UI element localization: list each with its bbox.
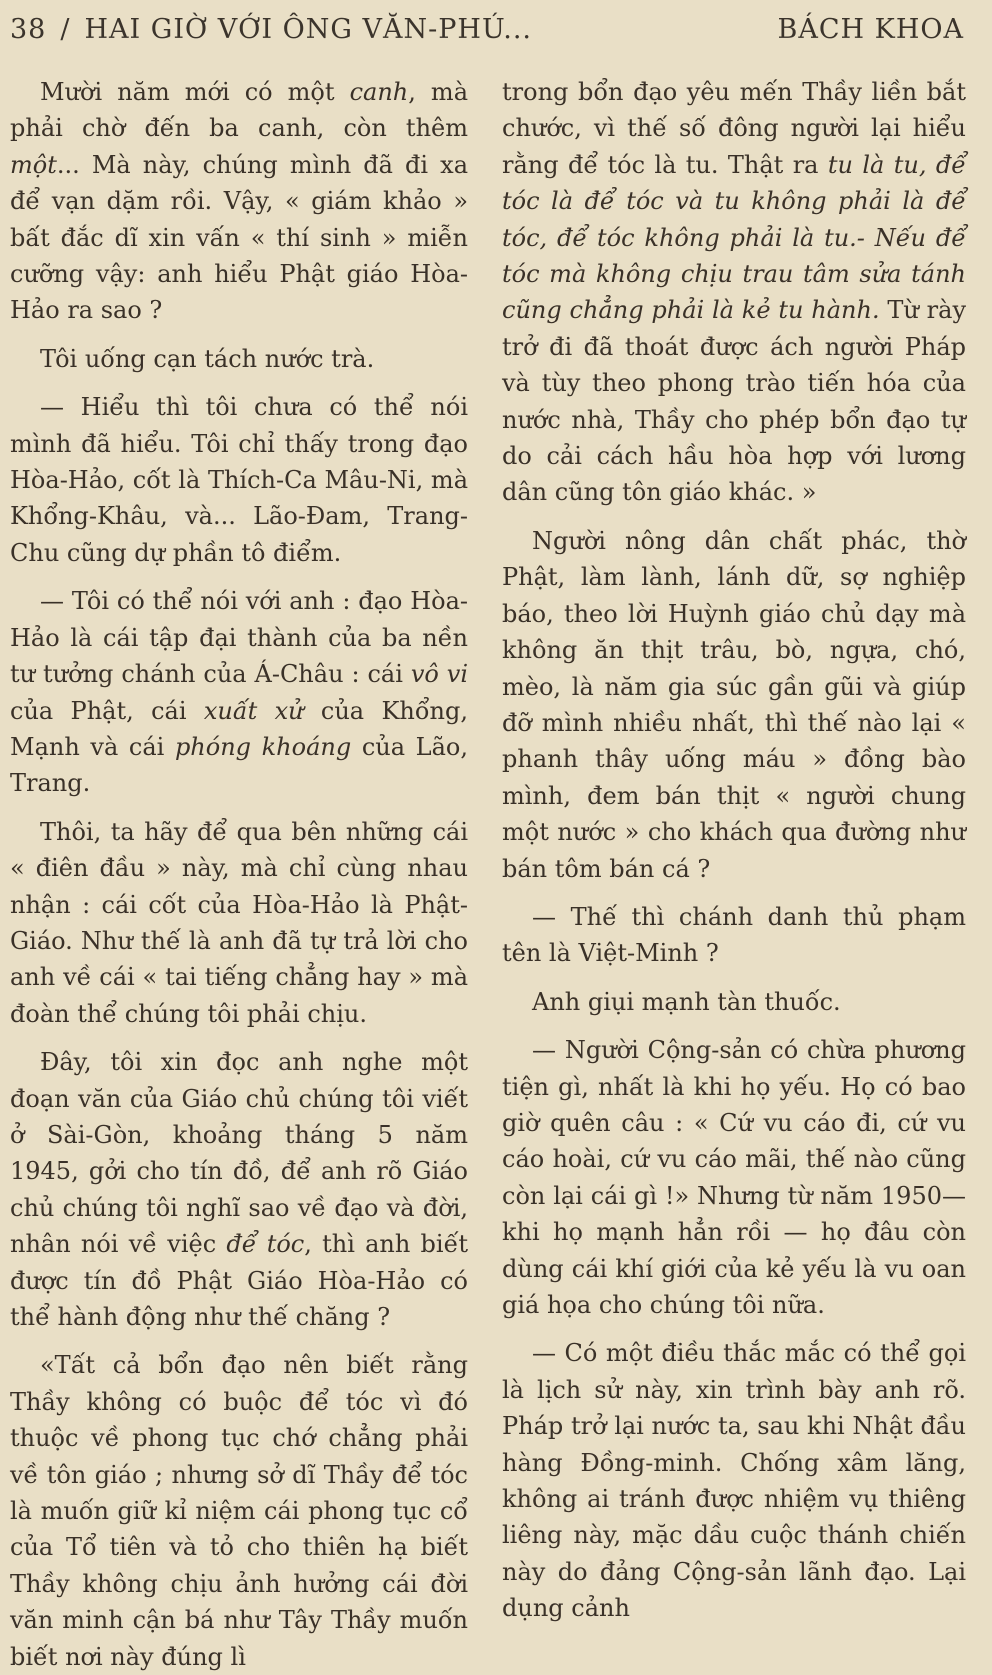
right-paragraph-4: Anh giụi mạnh tàn thuốc.: [532, 987, 841, 1016]
text-run: Từ rày trở đi đã thoát được ách người Pháp và tùy theo phong trào tiến hóa của nước nhà, Thầy cho phép bổn đạo tự do cải cách hầu hòa hợp với lương dân cũng tôn giáo khác. »: [502, 296, 967, 507]
text-run: của Khổng, Mạnh và cái: [10, 696, 468, 761]
magazine-name: BÁCH KHOA: [777, 13, 964, 45]
italic-run: vô vi: [410, 660, 468, 689]
left-paragraph-2: Tôi uống cạn tách nước trà.: [40, 344, 375, 373]
left-paragraph-5: Thôi, ta hãy để qua bên những cái « điên đầu » này, mà chỉ cùng nhau nhận : cái cốt của Hòa-Hảo là Phật-Giáo. Như thế là anh đã tự trả lời cho anh về cái « tai tiếng chẳng hay » mà đoàn thể chúng tôi phải chịu.: [10, 817, 468, 1028]
right-paragraph-2: Người nông dân chất phác, thờ Phật, làm lành, lánh dữ, sợ nghiệp báo, theo lời Huỳnh giáo chủ dạy mà không ăn thịt trâu, bò, ngựa, chó, mèo, là năm gia súc gần gũi và giúp đỡ mình nhiều nhất, thì thế nào lại « phanh thây uống máu » đồng bào mình, đem bán thịt « người chung một nước » cho khách qua đường như bán tôm bán cá ?: [502, 526, 966, 883]
text-run: Mười năm mới có một: [40, 78, 350, 106]
italic-run: một: [10, 150, 57, 179]
italic-run: để tóc: [226, 1230, 305, 1259]
left-paragraph-3: — Hiểu thì tôi chưa có thể nói mình đã hiểu. Tôi chỉ thấy trong đạo Hòa-Hảo, cốt là Thích-Ca Mâu-Ni, mà Khổng-Khâu, và... Lão-Đam, Trang-Chu cũng dự phần tô điểm.: [10, 393, 468, 567]
right-paragraph-3: — Thế thì chánh danh thủ phạm tên là Việt-Minh ?: [502, 902, 966, 968]
text-run: Đây, tôi xin đọc anh nghe một đoạn văn của Giáo chủ chúng tôi viết ở Sài-Gòn, khoảng tháng 5 năm 1945, gởi cho tín đồ, để anh rõ Giáo chủ chúng tôi nghĩ sao về đạo và đời, nhân nói về việc: [10, 1048, 468, 1259]
header-separator: /: [60, 13, 71, 45]
text-run: ... Mà này, chúng mình đã đi xa để vạn dặm rồi. Vậy, « giám khảo » bất đắc dĩ xin vấn « thí sinh » miễn cưỡng vậy: anh hiểu Phật giáo Hòa-Hảo ra sao ?: [10, 150, 468, 325]
text-run: , thì anh biết được tín đồ Phật Giáo Hòa-Hảo có thể hành động như thế chăng ?: [10, 1230, 468, 1331]
left-paragraph-7-quote: «Tất cả bổn đạo nên biết rằng Thầy không có buộc để tóc vì đó thuộc về phong tục chớ chẳng phải về tôn giáo ; nhưng sở dĩ Thầy để tóc là muốn giữ kỉ niệm cái phong tục cổ của Tổ tiên và tỏ cho thiên hạ biết Thầy không chịu ảnh hưởng cái đời văn minh cận bá như Tây Thầy muốn biết nơi này đúng lì: [10, 1351, 468, 1671]
text-run: , mà phải chờ đến ba canh, còn thêm: [10, 78, 468, 143]
page-number: 38: [10, 13, 47, 45]
right-paragraph-6: — Có một điều thắc mắc có thể gọi là lịch sử này, xin trình bày anh rõ. Pháp trở lại nước ta, sau khi Nhật đầu hàng Đồng-minh. Chống xâm lăng, không ai tránh được nhiệm vụ thiêng liêng này, mặc dầu cuộc thánh chiến này do đảng Cộng-sản lãnh đạo. Lại dụng cảnh: [502, 1339, 966, 1623]
italic-run: canh: [349, 78, 409, 106]
text-run: của Lão, Trang.: [10, 732, 468, 798]
left-column: [10, 74, 468, 1671]
left-paragraph-4: [10, 583, 468, 801]
right-paragraph-5: — Người Cộng-sản có chừa phương tiện gì, nhất là khi họ yếu. Họ có bao giờ quên câu : « Cứ vu cáo đi, cứ vu cáo hoài, cứ vu cáo mãi, thế nào cũng còn lại cái gì !» Nhưng từ năm 1950— khi họ mạnh hẳn rồi — họ đâu còn dùng cái khí giới của kẻ yếu là vu oan giá họa cho chúng tôi nữa.: [502, 1036, 966, 1319]
text-run: của Phật, cái: [10, 696, 204, 725]
page-header: [10, 4, 964, 54]
italic-run: tu là tu, để tóc là để tóc và tu không phải là để tóc, để tóc không phải là tu.- Nếu để tóc mà không chịu trau tâm sửa tánh cũng chẳng phải là kẻ tu hành.: [502, 150, 966, 325]
italic-run: phóng khoáng: [174, 732, 352, 761]
italic-run: xuất xử: [203, 696, 304, 725]
left-paragraph-1: [10, 74, 468, 329]
right-paragraph-1: [502, 74, 966, 511]
article-title: HAI GIỜ VỚI ÔNG VĂN-PHÚ...: [84, 13, 532, 45]
text-run: — Tôi có thể nói với anh : đạo Hòa-Hảo là cái tập đại thành của ba nền tư tưởng chánh của Á-Châu : cái: [10, 587, 468, 689]
text-run: trong bổn đạo yêu mến Thầy liền bắt chước, vì thế số đông người lại hiểu rằng để tóc là tu. Thật ra: [502, 78, 966, 179]
right-column: [502, 74, 967, 1623]
left-paragraph-6: [10, 1044, 468, 1335]
